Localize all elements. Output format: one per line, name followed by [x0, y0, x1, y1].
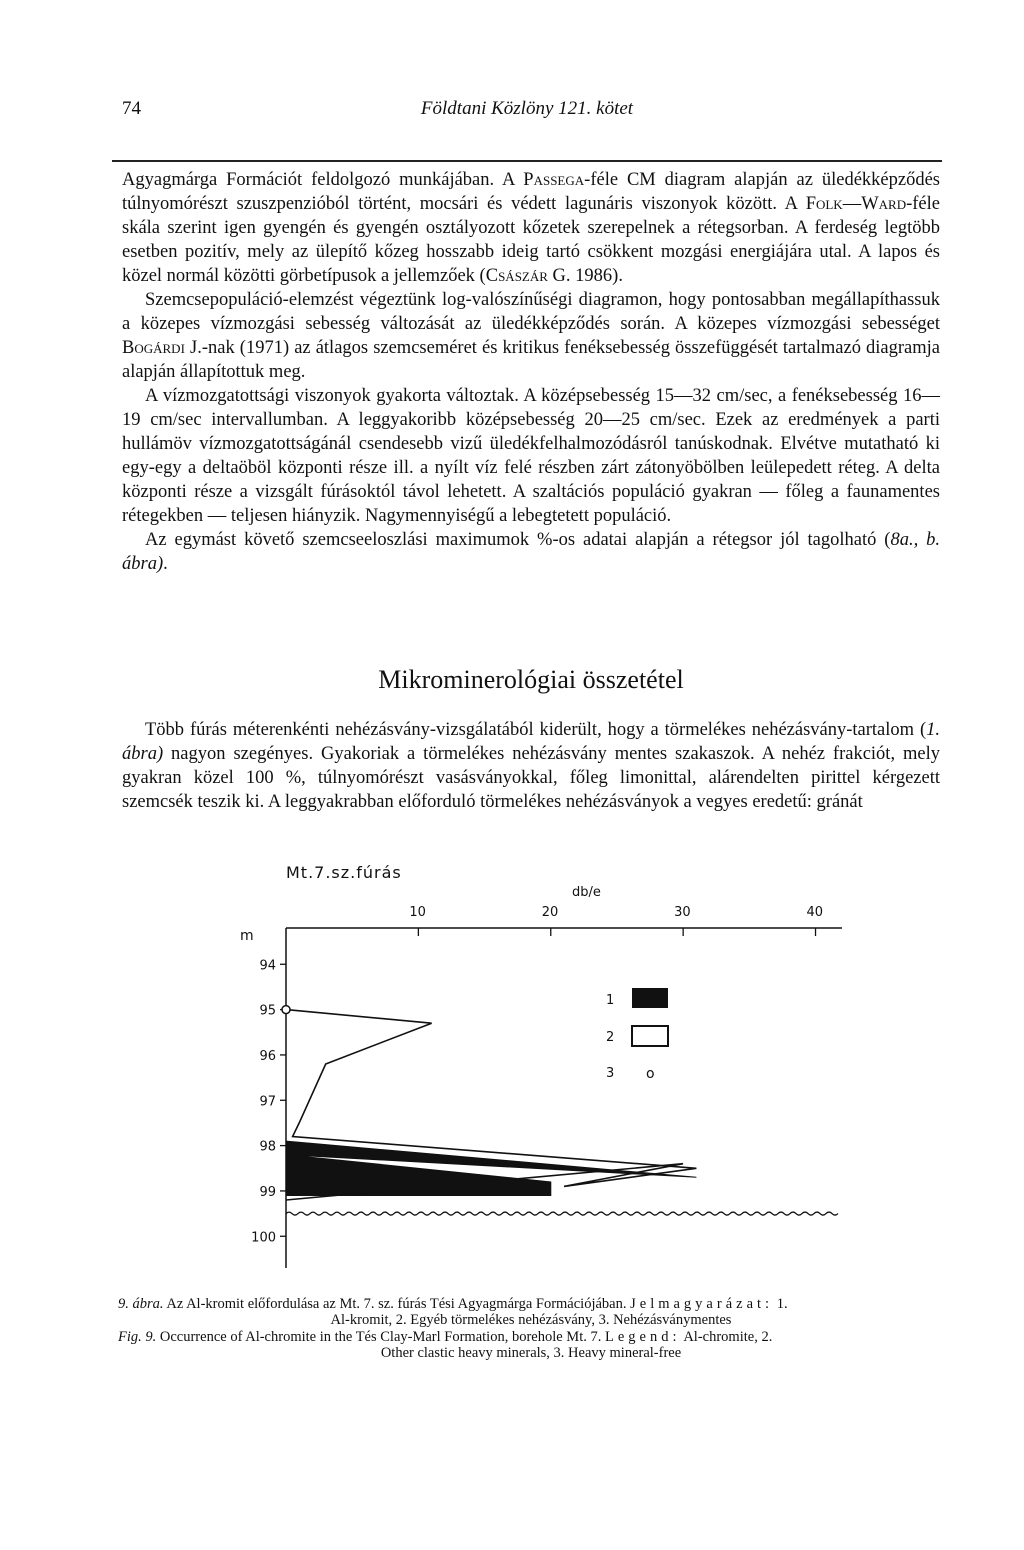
y-tick-label: 94	[259, 958, 276, 974]
legend-key-2: 2	[606, 1030, 615, 1045]
author-csaszar: Császár	[485, 266, 548, 286]
x-tick-label: 10	[409, 905, 426, 920]
author-folk-ward: Folk—Ward	[805, 194, 907, 214]
y-ticks	[251, 958, 286, 1245]
legend-circle-symbol: o	[646, 1066, 655, 1082]
figure-caption	[118, 1296, 944, 1362]
journal-title: Földtani Közlöny 121. kötet	[420, 98, 634, 119]
running-header	[112, 98, 942, 128]
x-ticks	[409, 905, 823, 936]
x-tick-label: 40	[806, 905, 824, 920]
section-title: Mikrominerológiai összetétel	[378, 665, 684, 694]
y-tick-label: 97	[259, 1094, 276, 1110]
caption-hu-legend-word: Jelmagyarázat:	[630, 1296, 774, 1312]
legend-key-3: 3	[606, 1066, 615, 1081]
page-number: 74	[122, 98, 141, 119]
header-rule	[112, 160, 942, 162]
author-bogardi: Bogárdi	[122, 338, 185, 358]
figure-title: Mt.7.sz.fúrás	[286, 863, 402, 882]
author-passega: Passega	[523, 170, 585, 190]
figure-ref-8: 8a., b. ábra)	[122, 530, 941, 574]
x-tick-label: 30	[674, 905, 691, 920]
caption-hu-label: 9. ábra.	[118, 1296, 164, 1312]
y-tick-label: 100	[251, 1230, 276, 1246]
y-tick-label: 95	[259, 1003, 276, 1019]
figure-9-chart	[222, 858, 862, 1278]
caption-en-label: Fig. 9.	[118, 1329, 157, 1345]
paragraph-3: A vízmozgatottsági viszonyok gyakorta változtak. A középsebesség 15—32 cm/sec, a fenéksebesség 16—19 cm/sec intervallumban. A leggyakoribb középsebesség 20—25 cm/sec. Ezek az eredmények a parti hullámöv vízmozgatottságánál csendesebb vizű üledékfelhalmozódásról tanúskodnak. Elvétve mutatható ki egy-egy a deltaöböl központi része ill. a nyílt víz felé részben zárt zátonyöbölben leülepedett réteg. A delta központi része a vizsgált fúrásoktól távol lehetett. A szaltációs populáció gyakran — főleg a faunamentes rétegekben — teljesen hiányzik. Nagymennyiségű a lebegtetett populáció.	[122, 386, 940, 526]
x-tick-label: 20	[541, 905, 559, 920]
paragraph-1: Agyagmárga Formációt feldolgozó munkájában. A Passega-féle CM diagram alapján az üledékképződés túlnyomórészt szuszpenzióból történt, mocsári és védett lagunáris viszonyok között. A Folk—Ward-féle skála szerint igen gyengén és gyengén osztályozott kőzetek szerepelnek a rétegsorban. A ferdeség legtöbb esetben pozitív, mely az ülepítő kőzeg hosszabb ideig tartó csökkent mozgási energiájára utal. A lapos és közel normál közötti görbetípusok a jellemzőek (Császár G. 1986).	[122, 170, 940, 286]
body-text-block-1	[122, 168, 940, 576]
caption-english: Fig. 9. Occurrence of Al-chromite in the Tés Clay-Marl Formation, borehole Mt. 7. Legend: Al-chromite, 2. Other clastic heavy minerals, 3. Heavy mineral-free	[118, 1329, 773, 1361]
legend-key-1: 1	[606, 993, 615, 1008]
figure-ref-1: 1. ábra)	[122, 720, 940, 764]
y-tick-label: 98	[259, 1139, 276, 1155]
figure-9	[222, 858, 862, 1278]
body-text-block-2	[122, 718, 940, 814]
paragraph-5: Több fúrás méterenkénti nehézásvány-vizsgálatából kiderült, hogy a törmelékes nehézásvány-tartalom (1. ábra) nagyon szegényes. Gyakoriak a törmelékes nehézásvány mentes szakaszok. A nehéz frakciót, mely gyakran közel 100 %, túlnyomórészt vasásványokkal, főleg limonittal, alárendelten pirittel kérgezett szemcsék teszik ki. A leggyakrabban előforduló törmelékes nehézásványok a vegyes eredetű: gránát	[122, 720, 940, 812]
x-unit-label: db/e	[572, 885, 601, 900]
legend-open-box	[632, 1026, 668, 1046]
sterile-boundary-wavy-line	[286, 1212, 838, 1215]
y-tick-label: 99	[259, 1184, 276, 1200]
caption-hungarian: 9. ábra. Az Al-kromit előfordulása az Mt. 7. sz. fúrás Tési Agyagmárga Formációjában. Jelmagyarázat: 1. Al-kromit, 2. Egyéb törmelékes nehézásvány, 3. Nehézásványmentes	[118, 1296, 788, 1328]
legend-filled-box	[632, 988, 668, 1008]
series-3-marker	[282, 1006, 290, 1014]
caption-en-legend-word: Legend:	[604, 1329, 681, 1345]
y-tick-label: 96	[259, 1048, 276, 1064]
y-unit-label: m	[240, 928, 254, 944]
paragraph-2: Szemcsepopuláció-elemzést végeztünk log-valószínűségi diagramon, hogy pontosabban megállapíthassuk a közepes vízmozgási sebesség változását az üledékképződés során. A közepes vízmozgási sebességet Bogárdi J.-nak (1971) az átlagos szemcseméret és kritikus fenéksebesség összefüggését tartalmazó diagramja alapján állapítottuk meg.	[122, 290, 940, 382]
paragraph-4: Az egymást követő szemcseeloszlási maximumok %-os adatai alapján a rétegsor jól tagolható (8a., b. ábra).	[122, 530, 941, 574]
legend	[606, 988, 668, 1082]
